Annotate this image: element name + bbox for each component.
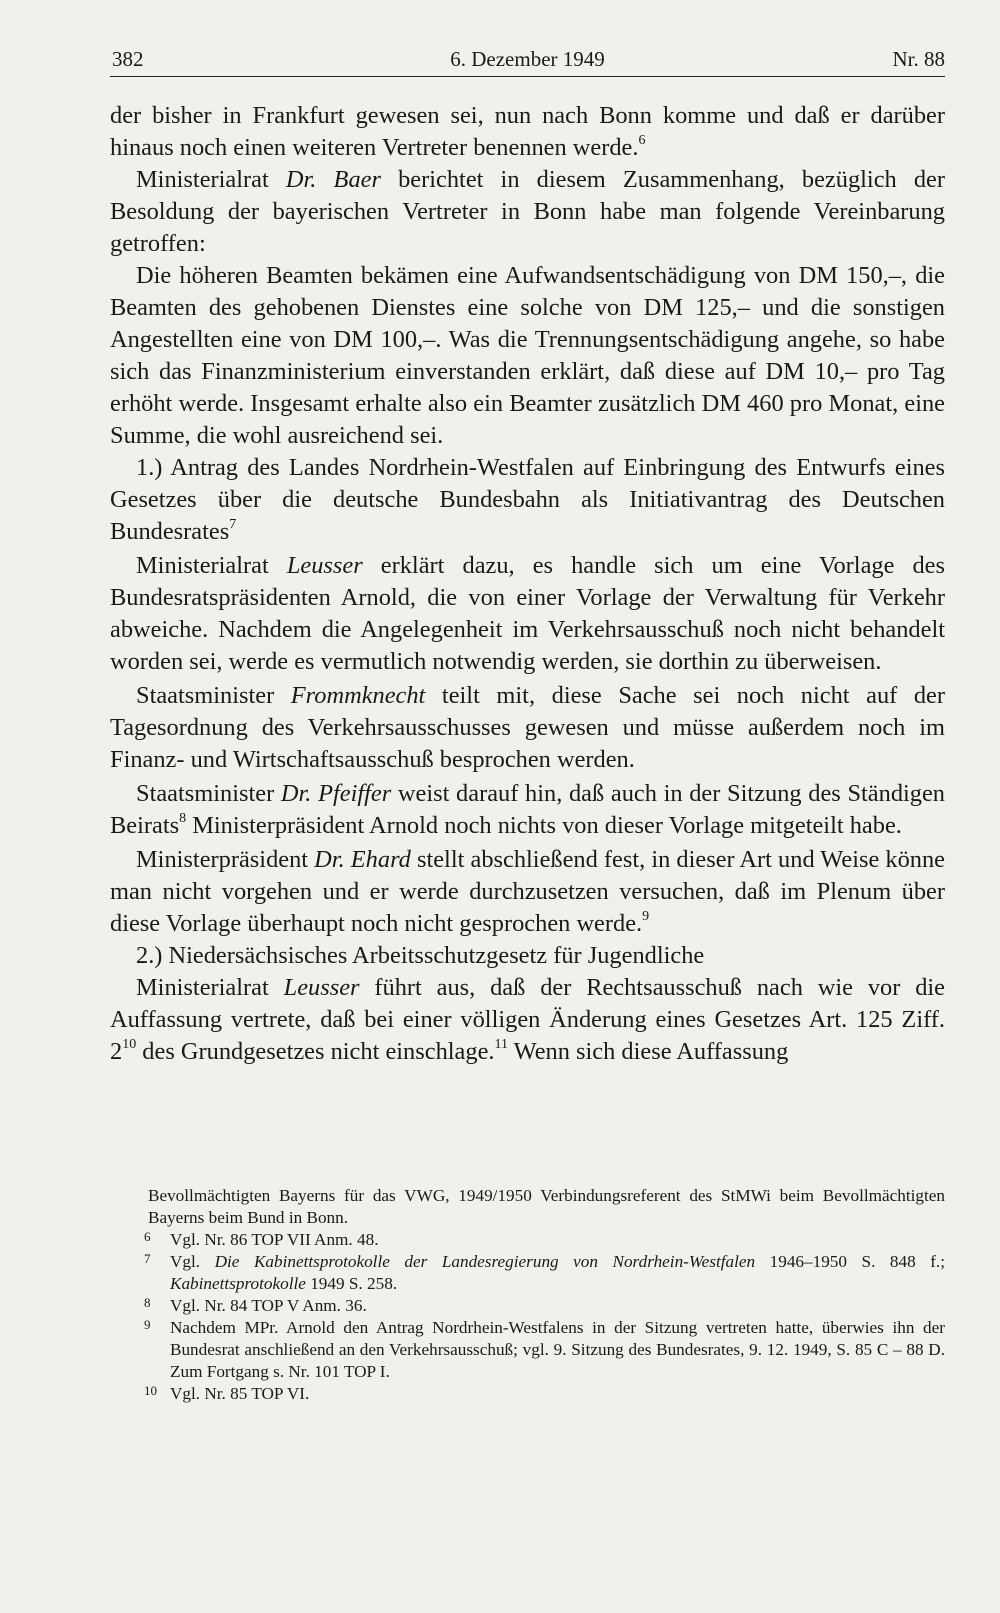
speaker-name: Dr. Ehard: [314, 846, 411, 873]
footnote-ref: 6: [638, 132, 646, 148]
document-number: Nr. 88: [892, 47, 945, 71]
paragraph: Staatsminister Frommknecht teilt mit, diese Sache sei noch nicht auf der Tagesordnung des Verkehrsausschusses gewesen und müsse außerdem noch im Finanz- und Wirtschaftsausschuß besprochen werden.: [110, 682, 945, 773]
footnote-ref: 11: [494, 1036, 508, 1052]
footnote-number: 7: [144, 1251, 151, 1266]
footnote: 8 Vgl. Nr. 84 TOP V Anm. 36.: [144, 1295, 367, 1315]
footnote: 7 Vgl. Die Kabinettsprotokolle der Landesregierung von Nordrhein-Westfalen 1946–1950 S. 848 f.; Kabinettsprotokolle 1949 S. 258.: [144, 1251, 946, 1293]
paragraph: Staatsminister Dr. Pfeiffer weist darauf hin, daß auch in der Sitzung des Ständigen Beirats$^8$ Ministerpräsident Arnold noch nichts von dieser Vorlage mitgeteilt habe.: [110, 780, 946, 839]
paragraph: Ministerialrat Dr. Baer berichtet in diesem Zusammenhang, bezüglich der Besoldung der bayerischen Vertreter in Bonn habe man folgende Vereinbarung getroffen:: [110, 166, 946, 257]
page-number: 382: [112, 47, 144, 71]
agenda-item: 1.) Antrag des Landes Nordrhein-Westfalen auf Einbringung des Entwurfs eines Gesetzes über die deutsche Bundesbahn als Initiativantrag des Deutschen Bundesrates$^7$: [110, 454, 945, 545]
footnote-continuation: Bevollmächtigten Bayerns für das VWG, 1949/1950 Verbindungsreferent des StMWi beim Bevollmächtigten Bayerns beim Bund in Bonn.: [148, 1186, 945, 1227]
speaker-name: Frommknecht: [290, 682, 426, 709]
main-text: [110, 100, 945, 1068]
footnote: 6 Vgl. Nr. 86 TOP VII Anm. 48.: [144, 1229, 379, 1249]
footnote-number: 9: [144, 1317, 151, 1332]
running-header: [110, 42, 945, 77]
footnote-number: 10: [144, 1383, 157, 1398]
footnote-ref: 10: [122, 1036, 137, 1052]
footnote-ref: 8: [179, 810, 187, 826]
paragraph: Ministerpräsident Dr. Ehard stellt abschließend fest, in dieser Art und Weise könne man nicht vorgehen und er werde durchzusetzen versuchen, daß im Plenum über diese Vorlage überhaupt noch nicht gesprochen werde.$^9$: [110, 846, 946, 937]
footnote: 10 Vgl. Nr. 85 TOP VI.: [144, 1383, 310, 1403]
speaker-name: Dr. Pfeiffer: [280, 780, 392, 807]
speaker-name: Leusser: [286, 552, 363, 579]
speaker-name: Leusser: [283, 974, 360, 1001]
speaker-name: Dr. Baer: [285, 166, 381, 193]
footnote-number: 8: [144, 1295, 151, 1310]
footnote: 9 Nachdem MPr. Arnold den Antrag Nordrhein-Westfalens in der Sitzung vertreten hatte, überwies ihn der Bundesrat anschließend an den Verkehrsausschuß; vgl. 9. Sitzung des Bundesrates, 9. 12. 1949, S. 85 C – 88 D. Zum Fortgang s. Nr. 101 TOP I.: [144, 1317, 945, 1381]
footnote-ref: 9: [642, 908, 650, 924]
footnote-number: 6: [144, 1229, 151, 1244]
footnotes: [144, 1185, 946, 1405]
agenda-item: 2.) Niedersächsisches Arbeitsschutzgesetz für Jugendliche: [136, 942, 705, 969]
header-date: 6. Dezember 1949: [450, 47, 605, 71]
paragraph: Ministerialrat Leusser erklärt dazu, es handle sich um eine Vorlage des Bundesratspräsidenten Arnold, die von einer Vorlage der Verwaltung für Verkehr abweiche. Nachdem die Angelegenheit im Verkehrsausschuß noch nicht behandelt worden sei, werde es vermutlich notwendig werden, sie dorthin zu überweisen.: [110, 552, 945, 675]
footnote-ref: 7: [229, 516, 237, 532]
paragraph: Die höheren Beamten bekämen eine Aufwandsentschädigung von DM 150,–, die Beamten des gehobenen Dienstes eine solche von DM 125,– und die sonstigen Angestellten eine von DM 100,–. Was die Trennungsentschädigung angehe, so habe sich das Finanzministerium einverstanden erklärt, daß diese auf DM 10,– pro Tag erhöht werde. Insgesamt erhalte also ein Beamter zusätzlich DM 460 pro Monat, eine Summe, die wohl ausreichend sei.: [110, 262, 945, 449]
paragraph: Ministerialrat Leusser führt aus, daß der Rechtsausschuß nach wie vor die Auffassung vertrete, daß bei einer völligen Änderung eines Gesetzes Art. 125 Ziff. $2^{10}$ des Grundgesetzes nicht einschlage.$^{11}$ Wenn sich diese Auffassung: [110, 974, 945, 1065]
paragraph: der bisher in Frankfurt gewesen sei, nun nach Bonn komme und daß er darüber hinaus noch einen weiteren Vertreter benennen werde.$^6$: [110, 102, 945, 161]
